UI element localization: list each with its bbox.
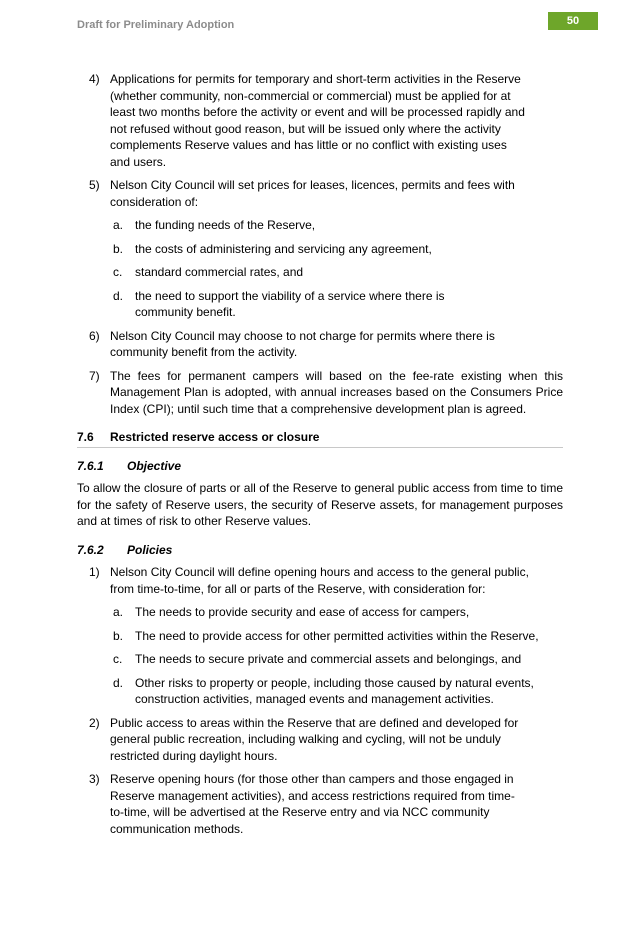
item-number: 7) <box>89 368 100 383</box>
page-content <box>77 71 563 844</box>
item-text: Public access to areas within the Reserve that are defined and developed for general public recreation, including walking and cycling, will not be unduly restricted during daylight hours. <box>110 715 519 763</box>
subsection-title: Objective <box>127 458 182 473</box>
list-item <box>77 328 563 361</box>
subsection-heading <box>77 542 563 559</box>
sub-item-text: The need to provide access for other permitted activities within the Reserve, <box>135 628 539 643</box>
item-number: 3) <box>89 772 100 786</box>
list-item <box>77 368 563 418</box>
sub-item-letter: c. <box>113 265 123 279</box>
item-text: Nelson City Council may choose to not charge for permits where there is community benefit from the activity. <box>110 328 495 359</box>
sub-item <box>110 651 563 668</box>
sub-item-text: Other risks to property or people, including those caused by natural events, construction activities, managed events and management activities. <box>135 675 534 706</box>
sub-item-text: the funding needs of the Reserve, <box>135 218 316 232</box>
objective-paragraph: To allow the closure of parts or all of the Reserve to general public access from time to time for the safety of Reserve users, the security of Reserve assets, for management purposes and at times of risk to other Reserve values. <box>77 481 563 528</box>
sub-item <box>110 675 563 708</box>
sub-item-text: the costs of administering and servicing any agreement, <box>135 241 432 256</box>
item-text: Nelson City Council will set prices for leases, licences, permits and fees with consideration of: <box>110 178 515 209</box>
page-number-badge: 50 <box>548 12 598 30</box>
list-item <box>77 177 563 210</box>
sub-item <box>110 264 563 281</box>
section-heading <box>77 429 563 448</box>
sub-item <box>110 628 563 645</box>
item-number: 1) <box>89 565 100 579</box>
sub-item-letter: a. <box>113 218 124 232</box>
item-number: 6) <box>89 328 100 343</box>
subsection-number: 7.6.2 <box>77 542 104 557</box>
sub-item <box>110 241 563 258</box>
item-text: The fees for permanent campers will based on the fee-rate existing when this Management Plan is adopted, with annual increases based on the Consumers Price Index (CPI); until such time that a comprehensive development plan is agreed. <box>110 368 563 416</box>
sub-item-letter: c. <box>113 652 123 666</box>
item-number: 4) <box>89 72 100 86</box>
sub-item-text: The needs to provide security and ease of access for campers, <box>135 605 470 619</box>
sub-item-letter: a. <box>113 605 124 619</box>
list-item <box>77 715 563 765</box>
item-text: Applications for permits for temporary and short-term activities in the Reserve (whether community, non-commercial or commercial) must be applied for at least two months before the activity or event and will be processed rapidly and not refused without good reason, but will be issued only where the activity complements Reserve values and has little or no conflict with existing uses and users. <box>110 72 525 169</box>
sub-item-letter: d. <box>113 675 124 690</box>
item-text: Nelson City Council will define opening hours and access to the general public, from time-to-time, for all or parts of the Reserve, with consideration for: <box>110 565 529 596</box>
sub-item <box>110 604 563 621</box>
subsection-number: 7.6.1 <box>77 458 104 473</box>
sub-item <box>110 217 563 234</box>
sub-item-letter: d. <box>113 288 124 303</box>
list-item <box>77 564 563 597</box>
sub-item-letter: b. <box>113 628 124 643</box>
subsection-heading <box>77 458 563 475</box>
document-header: Draft for Preliminary Adoption <box>77 19 235 31</box>
sub-item-letter: b. <box>113 241 124 256</box>
list-item <box>77 771 563 837</box>
item-number: 5) <box>89 178 100 192</box>
sub-item-text: the need to support the viability of a service where there is community benefit. <box>135 288 445 319</box>
list-item <box>77 71 563 170</box>
section-number: 7.6 <box>77 430 94 444</box>
item-number: 2) <box>89 715 100 730</box>
sub-item <box>110 288 563 321</box>
subsection-title: Policies <box>127 542 173 557</box>
item-text: Reserve opening hours (for those other than campers and those engaged in Reserve management activities), and access restrictions required from time-to-time, will be advertised at the Reserve entry and via NCC community communication methods. <box>110 772 515 836</box>
sub-item-text: standard commercial rates, and <box>135 265 304 279</box>
section-title: Restricted reserve access or closure <box>110 430 320 444</box>
sub-item-text: The needs to secure private and commercial assets and belongings, and <box>135 652 522 666</box>
